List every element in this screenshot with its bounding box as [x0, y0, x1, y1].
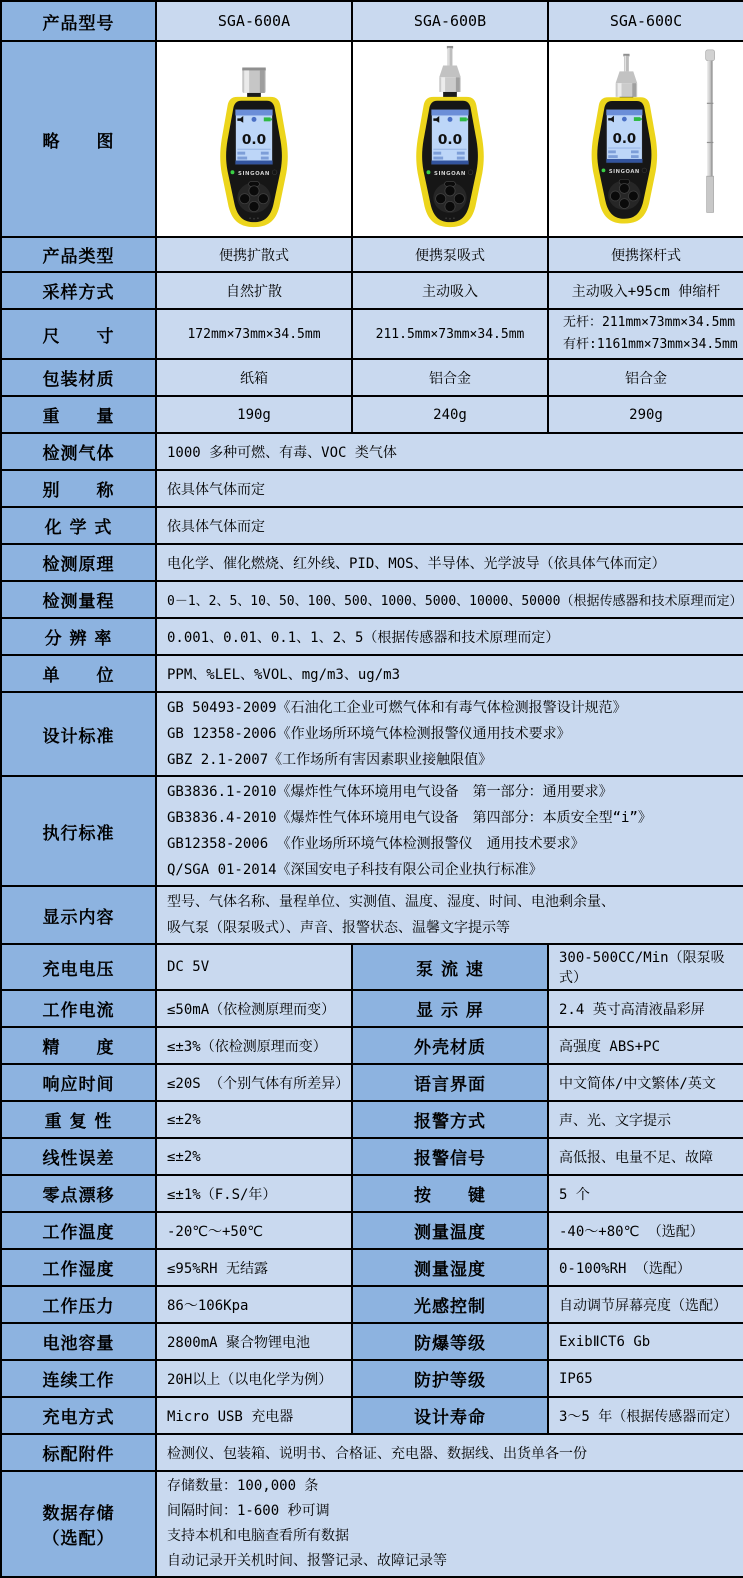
- row-response-time-language: [1, 1064, 743, 1101]
- execution-standard-line: GB12358-2006 《作业场所环境气体检测报警仪 通用技术要求》: [167, 836, 585, 852]
- row-linearity-alarm-signal: [1, 1138, 743, 1175]
- status-led: [231, 170, 235, 174]
- pair-right-label: 泵 流 速: [352, 944, 548, 990]
- power-button-icon: [642, 168, 647, 173]
- pair-right-label: 报警方式: [352, 1101, 548, 1138]
- pair-right-label: 防护等级: [352, 1360, 548, 1397]
- brand-label: SINGOAN: [238, 171, 270, 178]
- screen-reading: 0.0: [437, 131, 463, 148]
- spec-row-label: 检测量程: [1, 581, 156, 618]
- row-label-product-model: 产品型号: [1, 1, 156, 41]
- pair-left-label: 零点漂移: [1, 1175, 156, 1212]
- execution-standards-value: [156, 776, 743, 886]
- row-packaging: [1, 359, 743, 396]
- data-storage-label-line2: （选配）: [42, 1529, 115, 1549]
- device-photo-sga-600a: [185, 44, 323, 230]
- row-label-product-type: 产品类型: [1, 237, 156, 272]
- row-working-current-display: [1, 990, 743, 1027]
- spec-row-value: PPM、%LEL、%VOL、mg/m3、ug/m3: [156, 655, 743, 692]
- screen-reading: 0.0: [612, 131, 637, 147]
- pair-left-value: DC 5V: [156, 944, 352, 990]
- brand-label: SINGOAN: [608, 169, 640, 176]
- row-battery-explosion-proof: [1, 1323, 743, 1360]
- display-contents-line: 吸气泵（限泵吸式）、声音、报警状态、温馨文字提示等: [167, 920, 510, 936]
- dimensions-a: 172mm×73mm×34.5mm: [156, 309, 352, 359]
- pair-right-value: 高低报、电量不足、故障: [548, 1138, 743, 1175]
- spec-row-value: 0.001、0.01、0.1、1、2、5（根据传感器和技术原理而定）: [156, 618, 743, 655]
- display-contents-value: [156, 886, 743, 944]
- pair-left-value: ≤±3%（依检测原理而变）: [156, 1027, 352, 1064]
- spec-row-label: 别 称: [1, 470, 156, 507]
- device-screen: [431, 110, 468, 165]
- brand-label: SINGOAN: [434, 171, 466, 178]
- dimensions-c: [548, 309, 743, 359]
- pair-right-label: 报警信号: [352, 1138, 548, 1175]
- pair-left-value: ≤95%RH 无结露: [156, 1249, 352, 1286]
- device-photo-sga-600c: [562, 44, 730, 230]
- execution-standard-line: GB3836.1-2010《爆炸性气体环境用电气设备 第一部分：通用要求》: [167, 784, 613, 800]
- pair-right-label: 防爆等级: [352, 1323, 548, 1360]
- pair-left-value: 2800mA 聚合物锂电池: [156, 1323, 352, 1360]
- pair-left-label: 工作电流: [1, 990, 156, 1027]
- spec-row-label: 分 辨 率: [1, 618, 156, 655]
- spec-row-value: 依具体气体而定: [156, 470, 743, 507]
- pair-right-value: 0-100%RH （选配）: [548, 1249, 743, 1286]
- power-button-icon: [272, 170, 277, 175]
- screen-reading: 0.0: [241, 131, 267, 148]
- pair-right-value: 5 个: [548, 1175, 743, 1212]
- pair-left-value: 86～106Kpa: [156, 1286, 352, 1323]
- pair-right-value: 自动调节屏幕亮度（选配）: [548, 1286, 743, 1323]
- model-name-sga-600a: SGA-600A: [156, 1, 352, 41]
- pair-right-label: 光感控制: [352, 1286, 548, 1323]
- status-led: [427, 170, 431, 174]
- row-label-design-standards: 设计标准: [1, 692, 156, 776]
- row-label-display-contents: 显示内容: [1, 886, 156, 944]
- sketch-cell-sga-600b: [352, 41, 548, 237]
- execution-standard-line: GB3836.4-2010《爆炸性气体环境用电气设备 第四部分：本质安全型“i”》: [167, 810, 652, 826]
- spec-row-value: 依具体气体而定: [156, 507, 743, 544]
- pair-left-value: 20H以上（以电化学为例）: [156, 1360, 352, 1397]
- device-screen: [606, 110, 642, 163]
- weight-a: 190g: [156, 396, 352, 433]
- sensor-cap-icon: [242, 67, 265, 98]
- row-units: [1, 655, 743, 692]
- spec-row-label: 化 学 式: [1, 507, 156, 544]
- pair-left-label: 工作温度: [1, 1212, 156, 1249]
- pair-right-label: 测量温度: [352, 1212, 548, 1249]
- spec-row-value: 电化学、催化燃烧、红外线、PID、MOS、半导体、光学波导（依具体气体而定）: [156, 544, 743, 581]
- pair-right-value: 中文简体/中文繁体/英文: [548, 1064, 743, 1101]
- spec-row-label: 单 位: [1, 655, 156, 692]
- model-name-sga-600b: SGA-600B: [352, 1, 548, 41]
- row-product-type: [1, 237, 743, 272]
- pair-right-label: 语言界面: [352, 1064, 548, 1101]
- row-execution-standards: [1, 776, 743, 886]
- pair-left-label: 充电方式: [1, 1397, 156, 1434]
- product-type-a: 便携扩散式: [156, 237, 352, 272]
- weight-c: 290g: [548, 396, 743, 433]
- pair-left-label: 工作湿度: [1, 1249, 156, 1286]
- data-storage-line: 支持本机和电脑查看所有数据: [167, 1528, 349, 1544]
- design-standard-line: GB 12358-2006《作业场所环境气体检测报警仪通用技术要求》: [167, 726, 571, 742]
- pair-left-label: 工作压力: [1, 1286, 156, 1323]
- device-screen: [235, 110, 272, 165]
- pair-left-value: Micro USB 充电器: [156, 1397, 352, 1434]
- pair-left-value: ≤±2%: [156, 1101, 352, 1138]
- pair-right-label: 外壳材质: [352, 1027, 548, 1064]
- packaging-a: 纸箱: [156, 359, 352, 396]
- row-product-model: [1, 1, 743, 41]
- packaging-c: 铝合金: [548, 359, 743, 396]
- pair-left-label: 充电电压: [1, 944, 156, 990]
- row-chemical-formula: [1, 507, 743, 544]
- row-sketch: [1, 41, 743, 237]
- pair-left-value: ≤±2%: [156, 1138, 352, 1175]
- data-storage-label-line1: 数据存储: [42, 1504, 115, 1524]
- row-working-temp-measure-temp: [1, 1212, 743, 1249]
- pair-right-value: ExibⅡCT6 Gb: [548, 1323, 743, 1360]
- row-continuous-work-protection: [1, 1360, 743, 1397]
- row-design-standards: [1, 692, 743, 776]
- data-storage-line: 间隔时间：1-600 秒可调: [167, 1503, 330, 1519]
- pair-right-value: 3～5 年（根据传感器而定）: [548, 1397, 743, 1434]
- row-dimensions: [1, 309, 743, 359]
- row-label-data-storage: [1, 1471, 156, 1577]
- pair-left-label: 线性误差: [1, 1138, 156, 1175]
- pair-right-label: 设计寿命: [352, 1397, 548, 1434]
- sketch-cell-sga-600a: [156, 41, 352, 237]
- row-weight: [1, 396, 743, 433]
- data-storage-line: 自动记录开关机时间、报警记录、故障记录等: [167, 1553, 447, 1569]
- row-label-dimensions: 尺 寸: [1, 309, 156, 359]
- design-standard-line: GB 50493-2009《石油化工企业可燃气体和有毒气体检测报警设计规范》: [167, 700, 627, 716]
- row-label-sketch: 略 图: [1, 41, 156, 237]
- pair-left-label: 电池容量: [1, 1323, 156, 1360]
- pair-right-label: 测量湿度: [352, 1249, 548, 1286]
- pair-left-label: 重 复 性: [1, 1101, 156, 1138]
- sketch-cell-sga-600c: [548, 41, 743, 237]
- data-storage-value: [156, 1471, 743, 1577]
- packaging-b: 铝合金: [352, 359, 548, 396]
- row-charge-voltage-pump-flow: [1, 944, 743, 990]
- row-label-sampling-method: 采样方式: [1, 272, 156, 309]
- model-name-sga-600c: SGA-600C: [548, 1, 743, 41]
- pump-probe-icon: [616, 54, 638, 102]
- row-zero-drift-buttons: [1, 1175, 743, 1212]
- power-button-icon: [468, 170, 473, 175]
- weight-b: 240g: [352, 396, 548, 433]
- row-detection-range: [1, 581, 743, 618]
- spec-row-label: 检测气体: [1, 433, 156, 470]
- pair-right-value: 2.4 英寸高清液晶彩屏: [548, 990, 743, 1027]
- spec-row-label: 检测原理: [1, 544, 156, 581]
- row-alias: [1, 470, 743, 507]
- row-detected-gas: [1, 433, 743, 470]
- row-label-execution-standards: 执行标准: [1, 776, 156, 886]
- row-resolution: [1, 618, 743, 655]
- pair-left-value: ≤20S （个别气体有所差异）: [156, 1064, 352, 1101]
- pair-right-label: 显 示 屏: [352, 990, 548, 1027]
- row-charge-method-design-life: [1, 1397, 743, 1434]
- row-label-weight: 重 量: [1, 396, 156, 433]
- row-accessories: [1, 1434, 743, 1471]
- pair-right-value: 声、光、文字提示: [548, 1101, 743, 1138]
- pump-probe-icon: [439, 46, 461, 98]
- sampling-b: 主动吸入: [352, 272, 548, 309]
- pair-right-value: IP65: [548, 1360, 743, 1397]
- status-led: [602, 168, 606, 172]
- row-data-storage: [1, 1471, 743, 1577]
- pair-left-value: ≤±1%（F.S/年）: [156, 1175, 352, 1212]
- row-label-packaging: 包装材质: [1, 359, 156, 396]
- sampling-a: 自然扩散: [156, 272, 352, 309]
- pair-right-label: 按 键: [352, 1175, 548, 1212]
- row-working-pressure-light-sense: [1, 1286, 743, 1323]
- row-sampling-method: [1, 272, 743, 309]
- pair-right-value: 高强度 ABS+PC: [548, 1027, 743, 1064]
- product-type-b: 便携泵吸式: [352, 237, 548, 272]
- device-photo-sga-600b: [381, 44, 519, 230]
- row-label-accessories: 标配附件: [1, 1434, 156, 1471]
- product-type-c: 便携探杆式: [548, 237, 743, 272]
- row-working-humidity-measure-humidity: [1, 1249, 743, 1286]
- dimensions-c-line1: 无杆：211mm×73mm×34.5mm: [563, 315, 736, 330]
- pair-left-label: 精 度: [1, 1027, 156, 1064]
- spec-row-value: 1000 多种可燃、有毒、VOC 类气体: [156, 433, 743, 470]
- design-standards-value: [156, 692, 743, 776]
- accessories-value: 检测仪、包装箱、说明书、合格证、充电器、数据线、出货单各一份: [156, 1434, 743, 1471]
- design-standard-line: GBZ 2.1-2007《工作场所有害因素职业接触限值》: [167, 752, 493, 768]
- spec-row-value: 0－1、2、5、10、50、100、500、1000、5000、10000、50000（根据传感器和技术原理而定）: [156, 581, 743, 618]
- data-storage-line: 存储数量：100,000 条: [167, 1478, 319, 1494]
- sampling-c: 主动吸入+95cm 伸缩杆: [548, 272, 743, 309]
- row-display-contents: [1, 886, 743, 944]
- dimensions-b: 211.5mm×73mm×34.5mm: [352, 309, 548, 359]
- row-accuracy-housing: [1, 1027, 743, 1064]
- row-repeatability-alarm-mode: [1, 1101, 743, 1138]
- pair-left-value: -20℃～+50℃: [156, 1212, 352, 1249]
- pair-left-label: 连续工作: [1, 1360, 156, 1397]
- telescopic-rod-icon: [706, 50, 715, 213]
- dimensions-c-line2: 有杆:1161mm×73mm×34.5mm: [563, 337, 738, 352]
- pair-right-value: -40～+80℃ （选配）: [548, 1212, 743, 1249]
- display-contents-line: 型号、气体名称、量程单位、实测值、温度、湿度、时间、电池剩余量、: [167, 894, 615, 910]
- execution-standard-line: Q/SGA 01-2014《深国安电子科技有限公司企业执行标准》: [167, 862, 543, 878]
- pair-left-label: 响应时间: [1, 1064, 156, 1101]
- row-detection-principle: [1, 544, 743, 581]
- pair-right-value: 300-500CC/Min（限泵吸式）: [548, 944, 743, 990]
- pair-left-value: ≤50mA（依检测原理而变）: [156, 990, 352, 1027]
